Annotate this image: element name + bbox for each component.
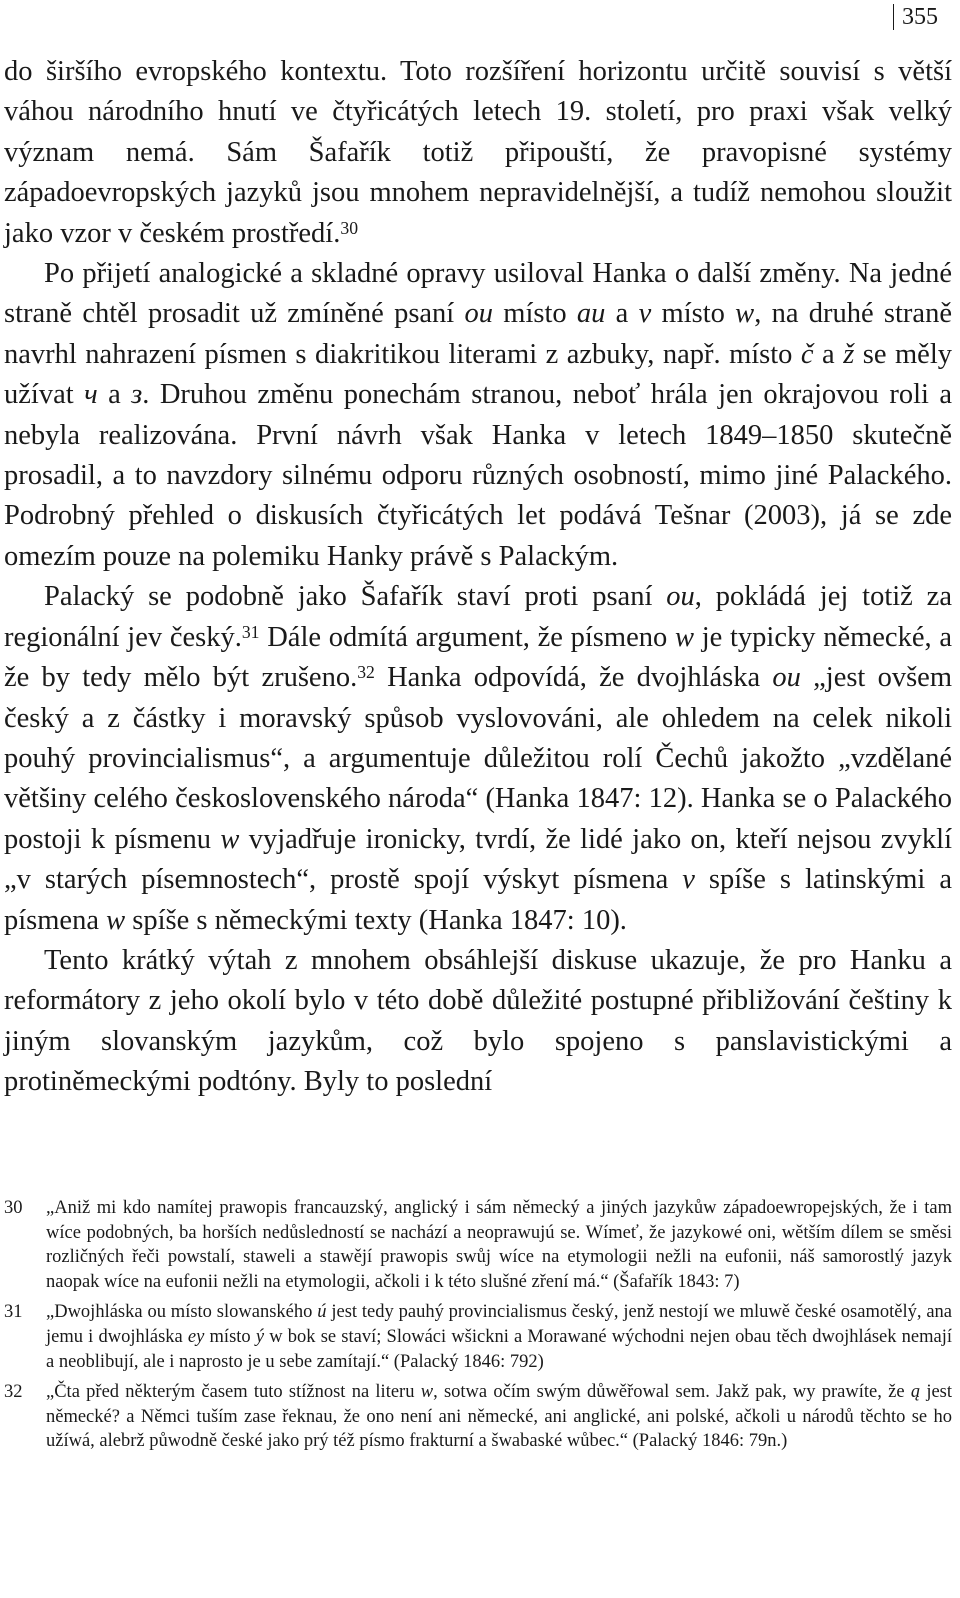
footnote bbox=[4, 1380, 952, 1454]
italic-term: ý bbox=[255, 1326, 265, 1347]
body-text bbox=[4, 52, 952, 1103]
text-run: „jest ovšem český a z částky i moravský spůsob vyslovováni, ale ohledem na celek nikoli pouhý provincialismus“, a argumentuje důležitou rolí Čechů jakožto „vzdělané většiny celého československého národa“ (Hanka 1847: 12). Hanka se o Palackého postoji k písmenu bbox=[4, 662, 952, 855]
italic-term: ey bbox=[187, 1326, 205, 1347]
italic-term: w bbox=[106, 904, 126, 936]
text-run: w bok se staví; Slowáci wšickni a Morawané wýchodni nejen obau těch dwojhlásek nemají a neoblibují, ale i naprosto je u sebe zamítají.“ (Palacký 1846: 792) bbox=[46, 1326, 952, 1372]
italic-term: з bbox=[131, 379, 143, 411]
italic-term: ч bbox=[84, 379, 98, 411]
footnote bbox=[4, 1300, 952, 1374]
italic-term: v bbox=[682, 864, 695, 896]
text-run: . Druhou změnu ponechám stranou, neboť hrála jen okrajovou roli a nebyla realizována. První návrh však Hanka v letech 1849–1850 skutečně prosadil, a to navzdory silnému odporu různých osobností, mimo jiné Palackého. Podrobný přehled o diskusích čtyřicátých let podává Tešnar (2003), já se zde omezím pouze na polemiku Hanky právě s Palackým. bbox=[4, 379, 952, 572]
page-number: 355 bbox=[893, 4, 938, 30]
text-run: spíše s německými texty (Hanka 1847: 10). bbox=[125, 904, 627, 936]
italic-term: ou bbox=[464, 298, 493, 330]
text-run: do širšího evropského kontextu. Toto rozšíření horizontu určitě souvisí s větší váhou národního hnutí ve čtyřicátých letech 19. století, pro praxi však velký význam nemá. Sám Šafařík totiž připouští, že pravopisné systémy západoevropských jazyků jsou mnohem nepravidelnější, a tudíž nemohou sloužit jako vzor v českém prostředí. bbox=[4, 56, 952, 249]
footnote bbox=[4, 1196, 952, 1294]
footnote-text bbox=[46, 1380, 952, 1454]
text-run: , na druhé straně navrhl nahrazení písmen s diakritikou literami z azbuky, např. místo bbox=[4, 298, 952, 370]
footnote-ref: 31 bbox=[241, 621, 260, 642]
footnote-ref: 32 bbox=[357, 662, 375, 683]
text-run: Tento krátký výtah z mnohem obsáhlejší diskuse ukazuje, že pro Hanku a reformátory z jeho okolí bylo v této době důležité postupné přibližování češtiny k jiným slovanským jazykům, což bylo spojeno s panslavistickými a protiněmeckými podtóny. Byly to poslední bbox=[4, 944, 952, 1098]
italic-term: w bbox=[220, 823, 240, 855]
footnotes bbox=[4, 1196, 952, 1460]
footnote-number: 32 bbox=[4, 1382, 23, 1403]
text-run: a bbox=[605, 298, 639, 330]
footnote-text bbox=[46, 1196, 952, 1294]
italic-term: č bbox=[800, 338, 814, 370]
text-run: místo bbox=[493, 298, 577, 330]
paragraph bbox=[4, 52, 952, 254]
text-run: jest německé? a Němci tuším zase řeknau, že ono není ani německé, ani anglické, ani polské, ačkoli u národů těchto se ho užíwá, alebrž půwodně české jako prý též písmo frakturní a šwabaské wůbec.“ (Palacký 1846: 79n.) bbox=[46, 1382, 953, 1452]
italic-term: au bbox=[576, 298, 606, 330]
text-run: místo bbox=[651, 298, 736, 330]
text-run: jest tedy pauhý provincialismus český, jenž nestojí we mluwě české osamotělý, ana jemu i dwojhláska bbox=[46, 1302, 952, 1347]
text-run: místo bbox=[204, 1326, 256, 1347]
italic-term: ou bbox=[772, 662, 801, 694]
text-run: se měly užívat bbox=[4, 338, 953, 411]
text-run: „Dwojhláska ou místo slowanského bbox=[46, 1302, 318, 1323]
text-run: , sotwa očím swým důwěřowal sem. Jakž pak, wy prawíte, že bbox=[433, 1382, 911, 1403]
text-run: spíše s latinskými a písmena bbox=[4, 864, 952, 936]
text-run: , pokládá jej totiž za regionální jev český. bbox=[4, 581, 952, 653]
footnote-number: 31 bbox=[4, 1302, 23, 1323]
italic-term: ú bbox=[317, 1302, 327, 1323]
text-run: je typicky německé, a že by tedy mělo být zrušeno. bbox=[4, 621, 952, 694]
text-run: a bbox=[813, 338, 844, 370]
text-run: vyjadřuje ironicky, tvrdí, že lidé jako on, kteří nejsou zvyklí „v starých písemnostech“, prostě spojí výskyt písmena bbox=[4, 823, 952, 896]
paragraph bbox=[4, 254, 952, 577]
text-run: Palacký se podobně jako Šafařík staví proti psaní bbox=[44, 581, 667, 613]
footnote-ref: 30 bbox=[340, 217, 359, 238]
italic-term: w bbox=[420, 1382, 434, 1403]
italic-term: ou bbox=[666, 581, 695, 613]
text-run: „Čta před některým časem tuto stížnost na literu bbox=[46, 1382, 421, 1403]
italic-term: w bbox=[674, 621, 694, 653]
text-run: Dále odmítá argument, že písmeno bbox=[259, 621, 675, 653]
paragraph bbox=[4, 941, 952, 1103]
footnote-number: 30 bbox=[4, 1198, 23, 1218]
text-run: Hanka odpovídá, že dvojhláska bbox=[374, 662, 773, 694]
italic-term: w bbox=[735, 298, 755, 330]
text-run: „Aniž mi kdo namítej prawopis francauzský, anglický i sám německý a jiných jazykůw západoewropejských, že i tam wíce podobných, ba horších nedůsledností se nachází a neoprawujú se. Wímeť, že jazykowé oni, wětším dílem se směsi rozličných řeči powstalí, staweli a stawějí prawopis swůj wíce na etymologii nežli na eufonii, náš samorostlý jazyk naopak wíce na eufonii nežli na etymologii, ačkoli i k této slušné zření má.“ (Šafařík 1843: 7) bbox=[46, 1198, 952, 1292]
footnote-text bbox=[46, 1300, 952, 1374]
text-run: a bbox=[97, 379, 132, 411]
paragraph bbox=[4, 577, 952, 941]
text-run: Po přijetí analogické a skladné opravy usiloval Hanka o další změny. Na jedné straně chtěl prosadit už zmíněné psaní bbox=[4, 258, 952, 330]
italic-term: ž bbox=[843, 338, 855, 370]
italic-term: ą bbox=[910, 1382, 921, 1403]
italic-term: v bbox=[638, 298, 652, 330]
